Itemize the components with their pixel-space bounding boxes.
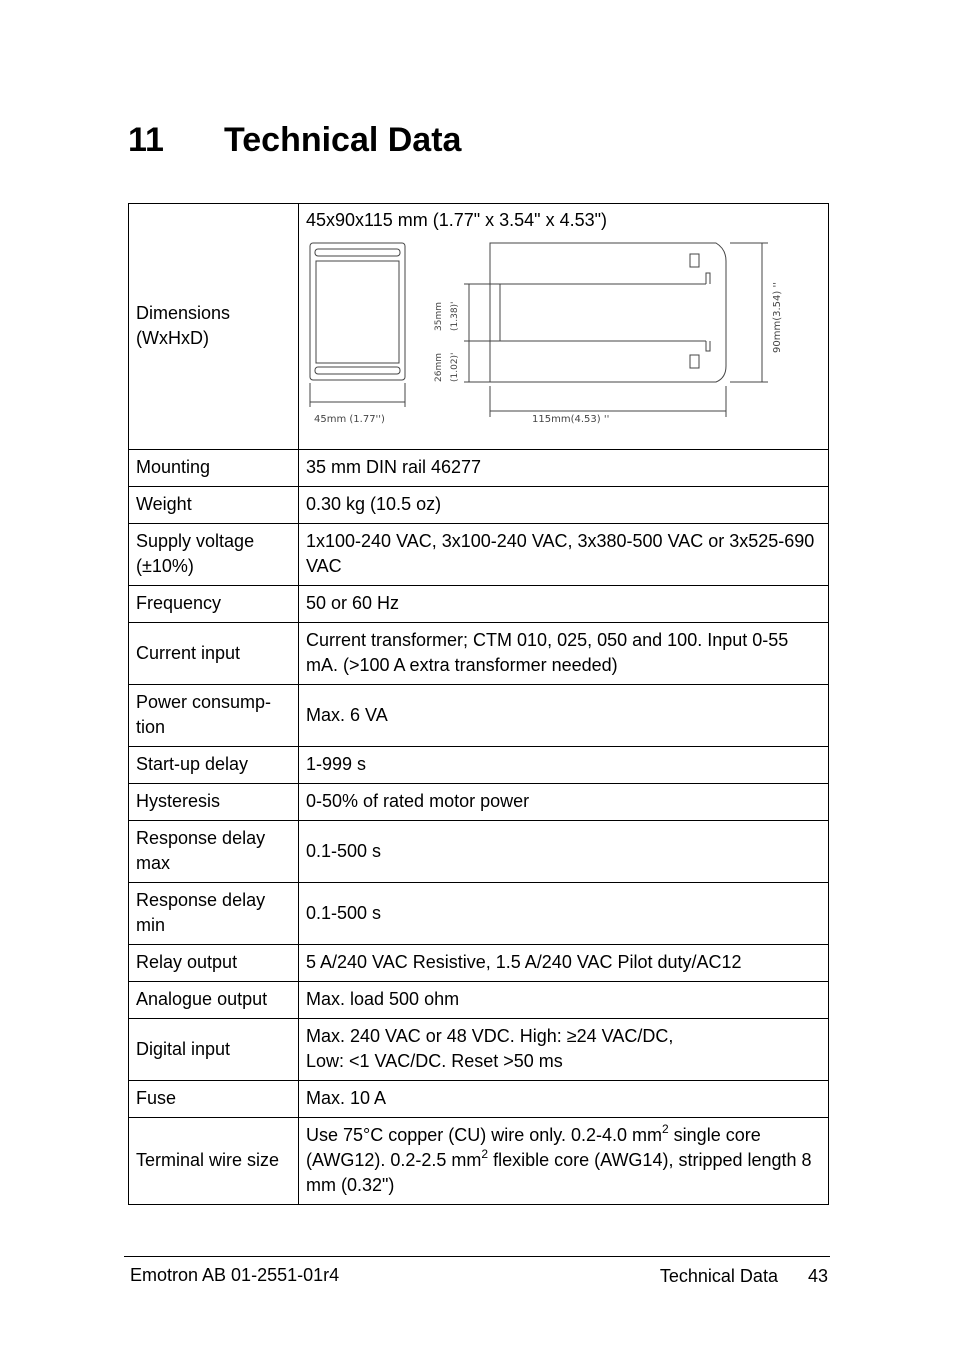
row-label: Relay output	[129, 945, 299, 982]
row-value: Current transformer; CTM 010, 025, 050 and 100. Input 0-55 mA. (>100 A extra transformer needed)	[299, 623, 829, 685]
row-value	[299, 1019, 829, 1081]
row-label: Terminal wire size	[129, 1118, 299, 1205]
row-label: Mounting	[129, 450, 299, 487]
table-row	[129, 784, 829, 821]
row-value	[299, 1118, 829, 1205]
wire-text-a: Use 75°C copper (CU) wire only. 0.2-4.0 mm	[306, 1125, 662, 1145]
page-heading	[128, 118, 461, 162]
row-label: Hysteresis	[129, 784, 299, 821]
page-number: 43	[807, 1266, 828, 1286]
chapter-number: 11	[128, 121, 164, 159]
rail-bottom-mm-label: 26mm	[434, 353, 444, 382]
row-value: 35 mm DIN rail 46277	[299, 450, 829, 487]
row-value: 0.1-500 s	[299, 883, 829, 945]
dimension-drawing	[306, 241, 821, 427]
footer-rule	[124, 1256, 830, 1257]
width-dimension-label: 45mm (1.77'')	[314, 414, 385, 425]
table-row-dimensions	[129, 204, 829, 450]
row-value: Max. 10 A	[299, 1081, 829, 1118]
wire-text-b: single core (AWG12). 0.2-2.5 mm	[306, 1125, 761, 1170]
table-row	[129, 685, 829, 747]
table-row	[129, 821, 829, 883]
depth-dimension-label: 115mm(4.53) ''	[532, 414, 610, 425]
row-value	[299, 204, 829, 450]
side-view-top-button	[690, 254, 699, 267]
wire-text-c: flexible core (AWG14), stripped length 8 mm (0.32")	[306, 1150, 812, 1195]
row-value: 0.30 kg (10.5 oz)	[299, 487, 829, 524]
table-row	[129, 524, 829, 586]
row-value: 5 A/240 VAC Resistive, 1.5 A/240 VAC Pilot duty/AC12	[299, 945, 829, 982]
table-row	[129, 1118, 829, 1205]
row-label: Response delay min	[129, 883, 299, 945]
row-value: 1x100-240 VAC, 3x100-240 VAC, 3x380-500 VAC or 3x525-690 VAC	[299, 524, 829, 586]
row-value: 1-999 s	[299, 747, 829, 784]
row-label: Digital input	[129, 1019, 299, 1081]
front-view-outline	[310, 243, 405, 380]
table-row	[129, 747, 829, 784]
superscript: 2	[661, 1122, 669, 1136]
row-value: 0.1-500 s	[299, 821, 829, 883]
row-label: Frequency	[129, 586, 299, 623]
footer-section: Technical Data	[659, 1266, 778, 1286]
table-row	[129, 586, 829, 623]
table-row	[129, 945, 829, 982]
rail-top-mm-label: 35mm	[434, 302, 444, 331]
table-row	[129, 1019, 829, 1081]
chapter-title: Technical Data	[224, 121, 462, 159]
row-label: Current input	[129, 623, 299, 685]
row-value: 50 or 60 Hz	[299, 586, 829, 623]
front-view-face	[316, 261, 399, 363]
table-row	[129, 450, 829, 487]
side-view-bottom-button	[690, 355, 699, 368]
table-row	[129, 487, 829, 524]
row-label: Fuse	[129, 1081, 299, 1118]
footer-right	[660, 1264, 828, 1288]
table-row	[129, 1081, 829, 1118]
row-label: Weight	[129, 487, 299, 524]
table-row	[129, 623, 829, 685]
rail-top-in-label: (1.38)'	[450, 301, 460, 331]
row-value: 0-50% of rated motor power	[299, 784, 829, 821]
front-view-bottom-slot	[315, 367, 400, 374]
technical-data-table	[128, 203, 829, 1205]
row-label: Analogue output	[129, 982, 299, 1019]
digital-input-line-1: Max. 240 VAC or 48 VDC. High: ≥24 VAC/DC,	[306, 1026, 674, 1046]
table-row	[129, 982, 829, 1019]
row-label: Start-up delay	[129, 747, 299, 784]
din-rail-clip	[490, 284, 500, 341]
digital-input-line-2: Low: <1 VAC/DC. Reset >50 ms	[306, 1051, 563, 1071]
row-value: Max. 6 VA	[299, 685, 829, 747]
row-label: Response delay max	[129, 821, 299, 883]
dimensions-value: 45x90x115 mm (1.77" x 3.54" x 4.53")	[306, 210, 607, 230]
row-label: Power consump-tion	[129, 685, 299, 747]
footer-doc-id: Emotron AB 01-2551-01r4	[130, 1265, 340, 1285]
front-view-top-slot	[315, 249, 400, 256]
height-dimension-label: 90mm(3.54) ''	[772, 282, 783, 353]
row-value: Max. load 500 ohm	[299, 982, 829, 1019]
side-view-outline	[490, 243, 726, 382]
rail-bottom-in-label: (1.02)'	[450, 352, 460, 382]
superscript: 2	[481, 1147, 489, 1161]
table-row	[129, 883, 829, 945]
row-label: Dimensions (WxHxD)	[129, 204, 299, 450]
row-label: Supply voltage (±10%)	[129, 524, 299, 586]
